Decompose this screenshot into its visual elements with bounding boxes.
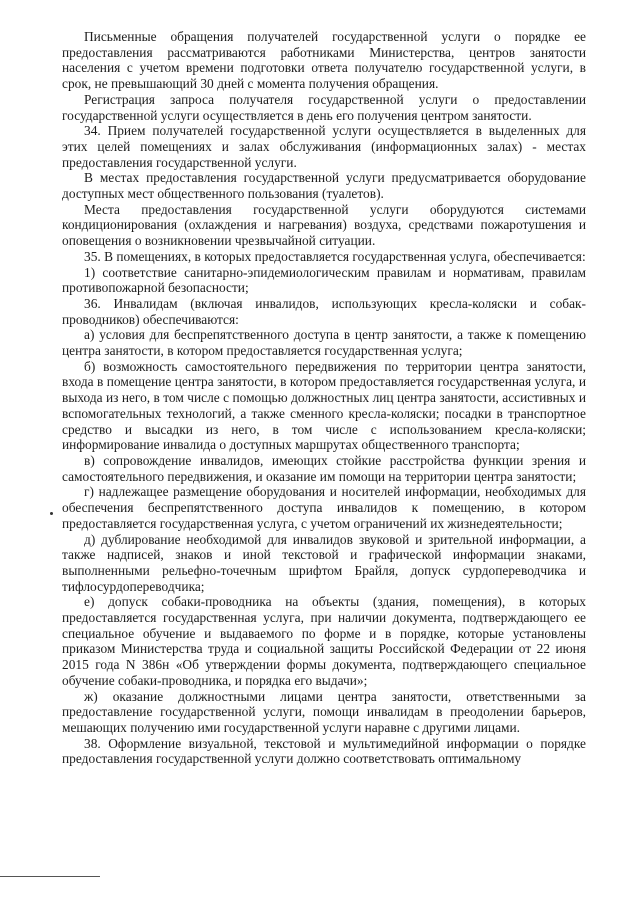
paragraph-36-item-d: д) дублирование необходимой для инвалидов звуковой и зрительной информации, а также надписей, знаков и иной текстовой и графической информации знаками, выполненными рельефно-точечным шрифтом Брайля, допуск сурдопереводчика и тифлосурдопереводчика; xyxy=(62,531,586,594)
paragraph-35-item-1: 1) соответствие санитарно-эпидемиологическим правилам и нормативам, правилам противопожарной безопасности; xyxy=(62,264,586,296)
scan-mark xyxy=(50,512,53,515)
paragraph-conditioning: Места предоставления государственной услуги оборудуются системами кондиционирования (охлаждения и нагревания) воздуха, средствами пожаротушения и оповещения о возникновении чрезвычайной ситуации. xyxy=(62,201,586,249)
paragraph-36-item-g: г) надлежащее размещение оборудования и носителей информации, необходимых для обеспечения беспрепятственного доступа инвалидов к помещению, в котором предоставляется государственная услуга, с учетом ограничений их жизнедеятельности; xyxy=(62,484,586,531)
paragraph-36-item-b: б) возможность самостоятельного передвижения по территории центра занятости, входа в помещение центра занятости, в котором предоставляется государственная услуга, и выхода из него, в том числе с помощью должностных лиц центра занятости, ассистивных и вспомогательных технологий, а также сменного кресла-коляски; посадки в транспортное средство и высадки из него, в том числе с использованием кресла-коляски; информирование инвалида о доступных маршрутах общественного транспорта; xyxy=(62,358,586,453)
paragraph-35: 35. В помещениях, в которых предоставляется государственная услуга, обеспечивается: xyxy=(84,248,586,264)
paragraph-registration: Регистрация запроса получателя государственной услуги о предоставлении государственной услуги осуществляется в день его получения центром занятости. xyxy=(62,91,586,123)
paragraph-36-item-a: а) условия для беспрепятственного доступа в центр занятости, а также к помещению центра занятости, в котором предоставляется государственная услуга; xyxy=(62,327,586,359)
paragraph-36-item-e: е) допуск собаки-проводника на объекты (здания, помещения), в которых предоставляется государственная услуга, при наличии документа, подтверждающего ее специальное обучение и выдаваемого по форме и в порядке, которые установлены приказом Министерства труда и социальной защиты Российской Федерации от 22 июня 2015 года N 386н «Об утверждении формы документа, подтверждающего специальное обучение собаки-проводника, и порядка его выдачи»; xyxy=(62,594,586,688)
paragraph-toilets: В местах предоставления государственной услуги предусматривается оборудование доступных мест общественного пользования (туалетов). xyxy=(62,170,586,202)
paragraph-36-item-v: в) сопровождение инвалидов, имеющих стойкие расстройства функции зрения и самостоятельного передвижения, и оказание им помощи на территории центра занятости; xyxy=(62,452,586,484)
footnote-separator xyxy=(0,876,100,877)
document-body xyxy=(62,29,586,767)
paragraph-36-item-zh: ж) оказание должностными лицами центра занятости, ответственными за предоставление государственной услуги, помощи инвалидам в преодолении барьеров, мешающих получению ими государственной услуги наравне с другими лицами. xyxy=(62,688,586,735)
paragraph-written-requests: Письменные обращения получателей государственной услуги о порядке ее предоставления рассматриваются работниками Министерства, центров занятости населения с учетом времени подготовки ответа получателю государственной услуги, в срок, не превышающий 30 дней с момента получения обращения. xyxy=(62,29,586,92)
paragraph-34: 34. Прием получателей государственной услуги осуществляется в выделенных для этих целей помещениях и залах обслуживания (информационных залах) - местах предоставления государственной услуги. xyxy=(62,123,586,170)
paragraph-36: 36. Инвалидам (включая инвалидов, использующих кресла-коляски и собак-проводников) обеспечиваются: xyxy=(62,295,586,327)
paragraph-38: 38. Оформление визуальной, текстовой и мультимедийной информации о порядке предоставления государственной услуги должно соответствовать оптимальному xyxy=(62,735,586,767)
